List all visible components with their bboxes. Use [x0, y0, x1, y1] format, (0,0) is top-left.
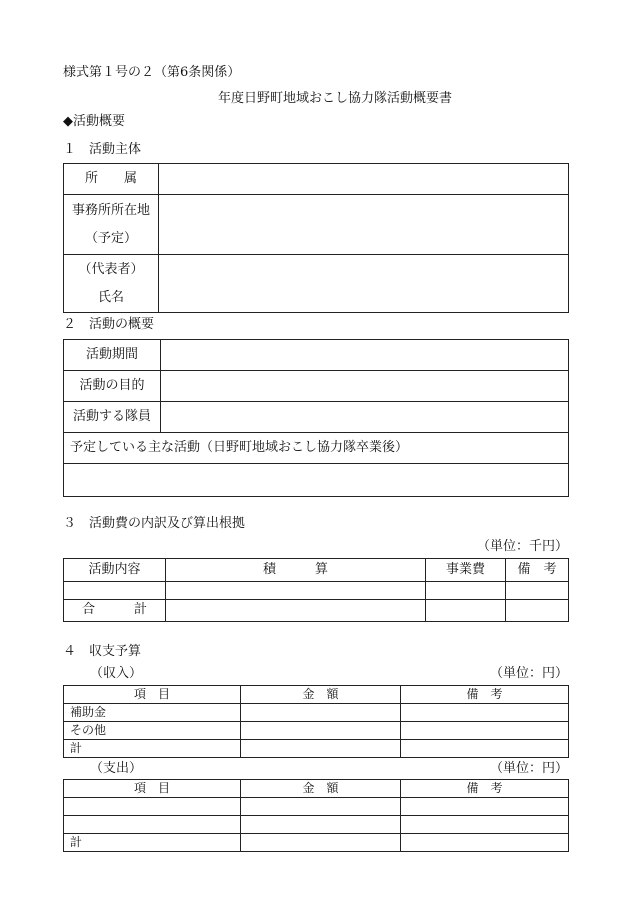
activity-cost-table	[63, 558, 569, 622]
section3-heading: ３ 活動費の内訳及び算出根拠	[63, 516, 246, 531]
income-row-other: その他	[64, 722, 241, 740]
representative-name-label	[64, 255, 159, 313]
office-address-label-line2: （予定）	[84, 230, 137, 246]
income-other-amount[interactable]	[241, 722, 401, 740]
affiliation-field[interactable]	[159, 164, 569, 195]
cost-header-activity: 活動内容	[64, 559, 166, 582]
activity-purpose-field[interactable]	[161, 371, 569, 402]
income-header-amount: 金 額	[241, 686, 401, 704]
office-address-label	[64, 195, 159, 255]
income-other-remarks[interactable]	[401, 722, 569, 740]
cost-total-remarks-cell[interactable]	[506, 600, 569, 622]
cost-header-estimate: 積 算	[166, 559, 426, 582]
representative-label-line2: 氏名	[97, 289, 124, 305]
expense-row-1-item[interactable]	[64, 798, 241, 816]
expense-row-1-amount[interactable]	[241, 798, 401, 816]
expense-row-1-remarks[interactable]	[401, 798, 569, 816]
cost-amount-cell[interactable]	[426, 582, 506, 600]
expense-row-2-remarks[interactable]	[401, 816, 569, 834]
cost-total-estimate-cell[interactable]	[166, 600, 426, 622]
expense-unit: （単位：円）	[489, 761, 568, 776]
office-address-field[interactable]	[159, 195, 569, 255]
planned-activity-field[interactable]	[64, 464, 569, 497]
income-total-amount[interactable]	[241, 740, 401, 758]
cost-estimate-cell[interactable]	[166, 582, 426, 600]
cost-total-amount-cell[interactable]	[426, 600, 506, 622]
expense-total-remarks[interactable]	[401, 834, 569, 852]
income-total-remarks[interactable]	[401, 740, 569, 758]
planned-activity-label: 予定している主な活動（日野町地域おこし協力隊卒業後）	[64, 433, 569, 464]
activity-entity-table	[63, 163, 569, 313]
cost-total-label: 合 計	[64, 600, 166, 622]
activity-purpose-label: 活動の目的	[64, 371, 161, 402]
income-row-subsidy: 補助金	[64, 704, 241, 722]
document-title: 年度日野町地域おこし協力隊活動概要書	[218, 91, 453, 106]
expense-total-amount[interactable]	[241, 834, 401, 852]
expense-table	[63, 779, 569, 852]
cost-remarks-cell[interactable]	[506, 582, 569, 600]
cost-header-project-cost: 事業費	[426, 559, 506, 582]
expense-row-2-item[interactable]	[64, 816, 241, 834]
representative-label-line1: （代表者）	[78, 261, 144, 277]
income-table	[63, 685, 569, 758]
income-subsidy-amount[interactable]	[241, 704, 401, 722]
expense-row-total: 計	[64, 834, 241, 852]
activity-overview-table	[63, 339, 569, 497]
form-number: 様式第１号の２（第6条関係）	[63, 65, 241, 80]
overview-heading: ◆活動概要	[63, 114, 125, 129]
office-address-label-line1: 事務所所在地	[71, 202, 150, 218]
income-header-remarks: 備 考	[401, 686, 569, 704]
income-row-total: 計	[64, 740, 241, 758]
expense-header-item: 項 目	[64, 780, 241, 798]
section1-heading: １ 活動主体	[63, 142, 142, 157]
activity-period-label: 活動期間	[64, 340, 161, 371]
expense-header-amount: 金 額	[241, 780, 401, 798]
expense-header-remarks: 備 考	[401, 780, 569, 798]
section3-unit: （単位：千円）	[476, 539, 568, 554]
expense-label: （支出）	[90, 761, 143, 776]
activity-members-label: 活動する隊員	[64, 402, 161, 433]
section4-heading: ４ 収支予算	[63, 644, 142, 659]
representative-name-field[interactable]	[159, 255, 569, 313]
activity-members-field[interactable]	[161, 402, 569, 433]
income-header-item: 項 目	[64, 686, 241, 704]
expense-row-2-amount[interactable]	[241, 816, 401, 834]
cost-header-remarks: 備 考	[506, 559, 569, 582]
income-label: （収入）	[90, 666, 143, 681]
section2-heading: ２ 活動の概要	[63, 317, 155, 332]
income-unit: （単位：円）	[489, 666, 568, 681]
income-subsidy-remarks[interactable]	[401, 704, 569, 722]
activity-period-field[interactable]	[161, 340, 569, 371]
cost-activity-cell[interactable]	[64, 582, 166, 600]
affiliation-label: 所 属	[64, 164, 159, 195]
